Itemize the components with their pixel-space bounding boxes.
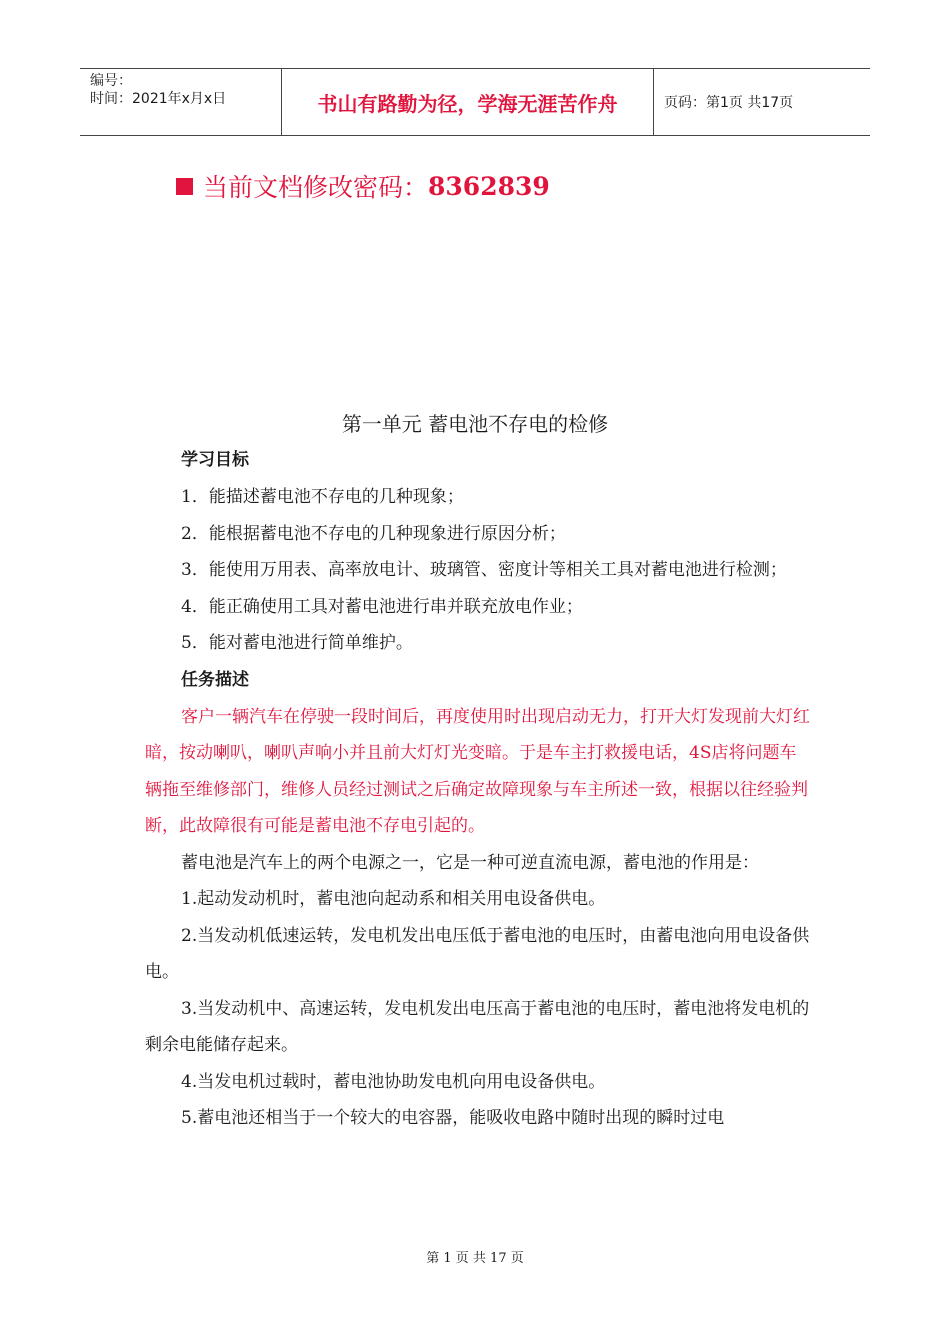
function-item: 3.当发动机中、高速运转，发电机发出电压高于蓄电池的电压时，蓄电池将发电机的剩余电能储存起来。 [145, 998, 810, 1055]
password-value: 8362839 [428, 171, 550, 201]
function-item: 1.起动发动机时，蓄电池向起动系和相关用电设备供电。 [181, 889, 606, 909]
header-table [80, 68, 870, 136]
function-item: 5.蓄电池还相当于一个较大的电容器，能吸收电路中随时出现的瞬时过电 [181, 1108, 725, 1128]
page-footer: 第 1 页 共 17 页 [426, 1251, 524, 1266]
unit-title: 第一单元 蓄电池不存电的检修 [341, 412, 609, 436]
battery-intro: 蓄电池是汽车上的两个电源之一，它是一种可逆直流电源，蓄电池的作用是： [181, 852, 759, 873]
section-heading-task: 任务描述 [181, 669, 249, 690]
objective-item: 1．能描述蓄电池不存电的几种现象； [181, 487, 464, 507]
objective-item: 2．能根据蓄电池不存电的几种现象进行原因分析； [181, 523, 566, 544]
time-label: 时间：2021年x月x日 [90, 91, 227, 107]
document-body [145, 446, 810, 1137]
header-page-info: 页码：第1页 共17页 [664, 95, 794, 111]
password-line [176, 168, 550, 204]
objective-item: 3．能使用万用表、高率放电计、玻璃管、密度计等相关工具对蓄电池进行检测； [181, 560, 787, 580]
function-item: 2.当发动机低速运转，发电机发出电压低于蓄电池的电压时，由蓄电池向用电设备供电。 [145, 925, 810, 982]
header-motto: 书山有路勤为径，学海无涯苦作舟 [282, 69, 654, 135]
task-description: 客户一辆汽车在停驶一段时间后，再度使用时出现启动无力，打开大灯发现前大灯红暗，按动喇叭，喇叭声响小并且前大灯灯光变暗。于是车主打救援电话，4S店将问题车辆拖至维修部门，维修人员经过测试之后确定故障现象与车主所述一致，根据以往经验判断，此故障很有可能是蓄电池不存电引起的。 [145, 706, 810, 836]
number-label: 编号： [90, 73, 132, 89]
objective-item: 4．能正确使用工具对蓄电池进行串并联充放电作业； [181, 596, 583, 617]
password-label: 当前文档修改密码： [203, 173, 429, 202]
square-bullet-icon [176, 178, 193, 195]
section-heading-objectives: 学习目标 [181, 450, 249, 470]
header-meta-cell [80, 69, 282, 135]
objective-item: 5．能对蓄电池进行简单维护。 [181, 633, 413, 653]
function-item: 4.当发电机过载时，蓄电池协助发电机向用电设备供电。 [181, 1071, 606, 1092]
